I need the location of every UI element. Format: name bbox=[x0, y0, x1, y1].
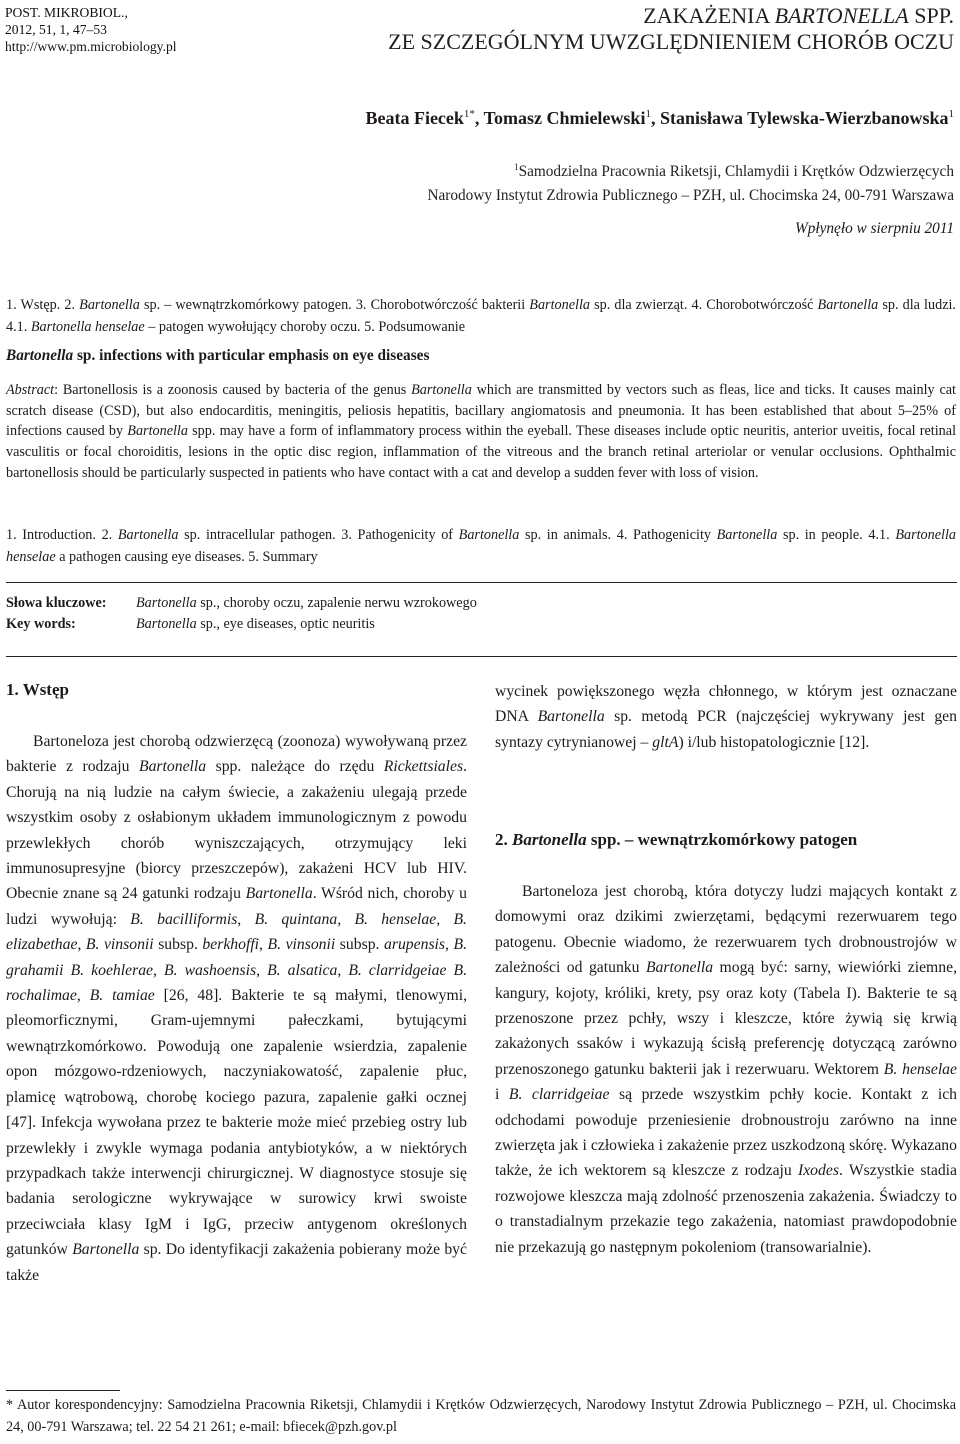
body-text: , bbox=[436, 910, 454, 928]
section-heading-1: 1. Wstęp bbox=[6, 680, 69, 699]
author-affiliation-mark: 1 bbox=[645, 108, 651, 120]
body-italic: Ixodes bbox=[797, 1162, 839, 1180]
toc-genus: Bartonella bbox=[79, 297, 140, 313]
body-text: , bbox=[153, 961, 165, 979]
section-1-body bbox=[6, 729, 467, 1288]
body-text: subsp. bbox=[153, 936, 203, 954]
body-text: i bbox=[495, 1086, 509, 1104]
article-title bbox=[254, 3, 954, 55]
title-line-2: ZE SZCZEGÓLNYM UWZGLĘDNIENIEM CHORÓB OCZU bbox=[388, 29, 954, 54]
author-name: Beata Fiecek bbox=[365, 108, 464, 128]
title-part: ZAKAŻENIA bbox=[643, 3, 775, 28]
contents-pl bbox=[6, 294, 956, 338]
toc-text: sp. dla ludzi. 4.1. bbox=[6, 297, 956, 335]
abstract-text: spp. may have a form of inflammatory process within the eyeball. These diseases include optic neuritis, anterior uveitis, focal retinal vasculitis or focal choroiditis, lesions in the optic disc region, inflammation of the vitreous and the branch retinal arteriolar or venular occlusions. Ophthalmic bartonellosis should be particularly suspected in patients who have contact with a cat and develop a sudden fever with loss of vision. bbox=[6, 423, 957, 481]
divider bbox=[6, 582, 957, 583]
body-text: , bbox=[256, 961, 268, 979]
body-text: mogą być: sarny, wiewiórki ziemne, kangury, kojoty, króliki, krety, psy oraz koty (Tabela I). Bakterie te są przenoszone przez pchły, wszy i kleszcze, które żywią się krwią zakażonych ssaków i wykazują ścisłą preferencję dotyczącą zarówno przenoszonego gatunku bakterii jak i rezerwuaru. Wektorem bbox=[495, 959, 957, 1078]
toc-text: a pathogen causing eye diseases. 5. Summary bbox=[55, 549, 318, 565]
author-affiliation-mark: 1 bbox=[948, 108, 954, 120]
body-italic: arupensis bbox=[384, 936, 446, 954]
toc-text: 1. Wstęp. 2. bbox=[6, 297, 80, 313]
body-italic: B. henselae bbox=[883, 1060, 957, 1078]
abstract-text: which are transmitted by vectors such as fleas, lice and ticks. It causes mainly cat scratch disease (CSD), but also endocarditis, meningitis, peliosis hepatitis, bacillary angiomatosis and pneumonia. It has been established that about 5–25% of infections caused by bbox=[6, 382, 956, 440]
toc-text: – patogen wywołujący choroby oczu. 5. Podsumowanie bbox=[144, 319, 466, 335]
body-italic: B. elizabethae bbox=[6, 910, 467, 954]
received-date: Wpłynęło w sierpniu 2011 bbox=[794, 220, 954, 237]
toc-genus: Bartonella bbox=[817, 297, 879, 313]
body-italic: Bartonella bbox=[139, 758, 207, 776]
affiliation bbox=[134, 155, 954, 208]
toc-text: sp. intracellular pathogen. 3. Pathogenicity of bbox=[178, 527, 459, 543]
divider bbox=[6, 656, 957, 657]
body-text: subsp. bbox=[335, 936, 384, 954]
keywords-genus: Bartonella bbox=[136, 595, 197, 611]
body-text: . Wśród nich, choroby u ludzi wywołują: bbox=[6, 885, 467, 928]
keywords-text: sp., eye diseases, optic neuritis bbox=[196, 616, 375, 632]
body-text: ) i/lub histopatologicznie [12]. bbox=[678, 733, 870, 751]
contents-en bbox=[6, 524, 956, 568]
body-italic: B. grahamii B. koehlerae bbox=[6, 936, 467, 979]
body-italic: B. vinsonii bbox=[85, 936, 154, 954]
affiliation-line-1 bbox=[134, 155, 954, 184]
affiliation-mark: 1 bbox=[514, 162, 519, 172]
abstract-genus: Bartonella bbox=[127, 423, 188, 440]
title-line-1 bbox=[254, 3, 954, 29]
body-italic: Bartonella bbox=[72, 1241, 140, 1259]
body-text: są przede wszystkim pchły kocie. Kontakt z ich odchodami powoduje przeniesienie drobnoustroju zarówno na inne zwierzęta jak i człowieka i zakażenie przez uszkodzoną skórę. Wykazano także, że ich wektorem są kleszcze z rodzaju bbox=[495, 1086, 957, 1180]
journal-url: http://www.pm.microbiology.pl bbox=[5, 39, 177, 54]
body-italic: B. tamiae bbox=[89, 987, 155, 1005]
author-name: , Stanisława Tylewska-Wierzbanowska bbox=[650, 108, 949, 128]
english-title-text: sp. infections with particular emphasis on eye diseases bbox=[73, 347, 430, 364]
body-italic: Bartonella bbox=[245, 885, 313, 903]
toc-genus: Bartonella bbox=[716, 527, 778, 543]
section-1-continuation bbox=[495, 679, 957, 755]
section-heading-2 bbox=[495, 830, 857, 850]
body-text: [26, 48]. Bakterie te są małymi, tlenowymi, pleomorficznymi, Gram-ujemnymi pałeczkami, bytującymi wewnątrzkomórkowo. Powodują one zapalenie wsierdzia, zapalenie opon mózgowo-rdzeniowych, naczyniakowatość, zapalenie płuc, plamicę wątrobową, chorobę kociego pazura, zapalenie gałki ocznej [47]. Infekcja wywołana przez te bakterie może mieć przebieg ostry lub przewlekły i zwykle wymaga podania antybiotyków, a w niektórych przypadkach także interwencji chirurgicznej. W diagnostyce stosuje się badania serologiczne wykrywające w surowicy krwi swoiste przeciwciała klasy IgM i IgG, przeciw antygenom określonych gatunków bbox=[6, 987, 468, 1259]
toc-genus: Bartonella henselae bbox=[6, 527, 956, 565]
journal-name: POST. MIKROBIOL., bbox=[5, 5, 128, 20]
footnote: * Autor korespondencyjny: Samodzielna Pracownia Riketsji, Chlamydii i Krętków Odzwierzęcych, Narodowy Instytut Zdrowia Publicznego – PZH, ul. Chocimska 24, 00-791 Warszawa; tel. 22 54 21 261; e-mail: bfiecek@pzh.gov.pl bbox=[6, 1397, 956, 1435]
body-italic: B. alsatica bbox=[267, 961, 338, 979]
title-genus: BARTONELLA bbox=[774, 3, 909, 28]
authors bbox=[134, 108, 954, 129]
abstract-genus: Bartonella bbox=[411, 382, 472, 398]
body-text: , bbox=[76, 987, 90, 1005]
journal-volume: 2012, 51, 1, 47–53 bbox=[5, 22, 107, 37]
body-italic: gltA bbox=[652, 733, 679, 751]
toc-text: sp. in animals. 4. Pathogenicity bbox=[519, 527, 717, 543]
keywords-pl bbox=[6, 595, 477, 612]
body-text: sp. Do identyfikacji zakażenia pobierany może być także bbox=[6, 1241, 467, 1284]
toc-text: 1. Introduction. 2. bbox=[6, 527, 118, 543]
toc-text: sp. – wewnątrzkomórkowy patogen. 3. Chorobotwórczość bakterii bbox=[139, 297, 530, 313]
body-italic: B. clarridgeiae bbox=[508, 1086, 610, 1104]
body-italic: B. washoensis bbox=[164, 961, 257, 979]
english-title-genus: Bartonella bbox=[6, 347, 74, 364]
abstract bbox=[6, 380, 956, 484]
title-part: SPP. bbox=[908, 3, 954, 28]
body-italic: Bartonella bbox=[645, 959, 714, 977]
body-italic: Rickettsiales bbox=[383, 758, 464, 776]
keywords-genus: Bartonella bbox=[136, 616, 197, 632]
body-italic: B. vinsonii bbox=[267, 936, 336, 954]
keywords-text: sp., choroby oczu, zapalenie nerwu wzrokowego bbox=[196, 595, 477, 611]
heading-number: 2. bbox=[495, 830, 512, 849]
paragraph bbox=[495, 879, 957, 1260]
toc-text: sp. dla zwierząt. 4. Chorobotwórczość bbox=[589, 297, 818, 313]
toc-genus: Bartonella bbox=[529, 297, 590, 313]
body-text: . Chorują na nią ludzie na całym świecie, a zakażeniu ulegają przede wszystkim osoby z osłabionym układem immunologicznym z powodu przewlekłych chorób wyniszczających, otrzymujący leki immunosupresyjne (biorcy przeszczepów), zakażeni HCV lub HIV. Obecnie znane są 24 gatunki rodzaju bbox=[6, 758, 467, 903]
toc-genus: Bartonella bbox=[117, 527, 179, 543]
body-text: Bartoneloza jest chorobą, która dotyczy ludzi mających kontakt z domowymi oraz dzikimi zwierzętami, będącymi rezerwuarem tego patogenu. Obecnie wiadomo, że rezerwuarem tych drobnoustrojów w zależności od gatunku bbox=[495, 883, 957, 977]
section-2-body bbox=[495, 879, 957, 1260]
body-text: , bbox=[259, 936, 268, 954]
toc-text: sp. in people. 4.1. bbox=[777, 527, 896, 543]
body-italic: B. bacilliformis, B. quintana, B. henselae bbox=[130, 910, 437, 928]
heading-text: spp. – wewnątrzkomórkowy patogen bbox=[586, 830, 858, 849]
footnote-divider bbox=[6, 1390, 120, 1391]
toc-genus: Bartonella bbox=[458, 527, 520, 543]
heading-genus: Bartonella bbox=[512, 830, 587, 849]
body-text: spp. należące do rzędu bbox=[206, 758, 384, 776]
paragraph bbox=[495, 679, 957, 755]
keywords-en bbox=[6, 616, 375, 633]
toc-genus: Bartonella henselae bbox=[30, 319, 145, 335]
body-text: sp. metodą PCR (najczęściej wykrywany jest gen syntazy cytrynianowej – bbox=[495, 708, 957, 751]
author-affiliation-mark: 1 bbox=[463, 108, 470, 120]
abstract-label: Abstract bbox=[6, 382, 55, 398]
abstract-text: : Bartonellosis is a zoonosis caused by bacteria of the genus bbox=[54, 382, 412, 398]
affiliation-line-2: Narodowy Instytut Zdrowia Publicznego – PZH, ul. Chocimska 24, 00-791 Warszawa bbox=[427, 187, 954, 205]
author-name: , Tomasz Chmielewski bbox=[474, 108, 646, 128]
body-italic: berkhoffi bbox=[202, 936, 260, 954]
body-text: , bbox=[337, 961, 349, 979]
body-text: wycinek powiększonego węzła chłonnego, w którym jest oznaczane DNA bbox=[495, 683, 957, 726]
body-text: . Wszystkie stadia rozwojowe kleszcza mają zdolność przenoszenia zakażenia. Świadczy to o transtadialnym przekazie tego zakażenia, natomiast prawdopodobnie nie przekazują go następnym pokoleniom (transowarialnie). bbox=[495, 1162, 958, 1256]
body-text: , bbox=[77, 936, 86, 954]
body-italic: Bartonella bbox=[537, 708, 605, 726]
keywords-label: Słowa kluczowe: bbox=[6, 595, 107, 611]
english-title bbox=[6, 347, 956, 365]
body-text: , bbox=[445, 936, 454, 954]
body-italic: B. clarridgeiae B. rochalimae bbox=[6, 961, 468, 1005]
journal-info bbox=[5, 4, 265, 55]
corresponding-mark: * bbox=[469, 108, 475, 120]
keywords-label: Key words: bbox=[6, 616, 76, 632]
body-text: Bartoneloza jest chorobą odzwierzęcą (zoonoza) wywoływaną przez bakterie z rodzaju bbox=[6, 733, 467, 776]
affiliation-text: Samodzielna Pracownia Riketsji, Chlamydii i Krętków Odzwierzęcych bbox=[518, 163, 954, 181]
paragraph bbox=[6, 729, 467, 1288]
